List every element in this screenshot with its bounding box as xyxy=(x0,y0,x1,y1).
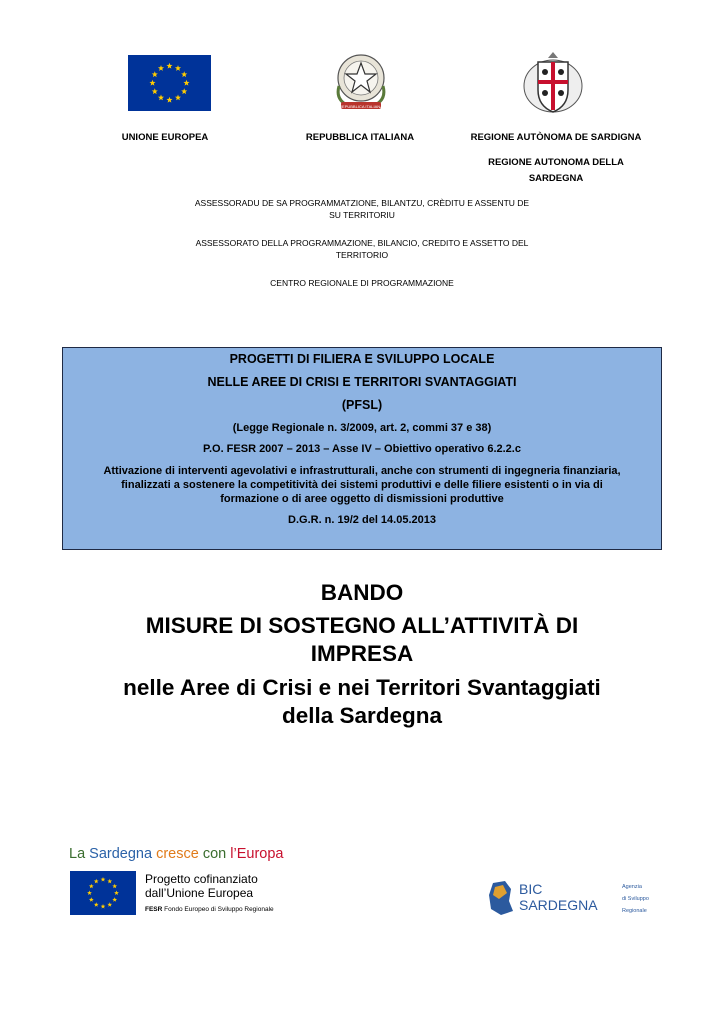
title-line1: BANDO xyxy=(320,580,404,605)
program-description-line2: finalizzati a sostenere la competitività dei sistemi produttivi e delle filiere esistenti o in via di xyxy=(121,479,603,491)
slogan-word-europa: l’Europa xyxy=(230,846,284,862)
sardinia-coat-of-arms-icon xyxy=(520,50,586,116)
agency-line2: di Sviluppo xyxy=(622,896,649,902)
title-line4: nelle Aree di Crisi e nei Territori Svantaggiati xyxy=(123,675,601,700)
sardinia-label-italian-line2: SARDEGNA xyxy=(528,173,584,184)
program-title-line1: PROGETTI DI FILIERA E SVILUPPO LOCALE xyxy=(229,352,495,366)
fesr-full-name: Fondo Europeo di Sviluppo Regionale xyxy=(164,906,274,913)
eu-label: UNIONE EUROPEA xyxy=(121,132,209,143)
sardinia-label-italian xyxy=(458,155,654,187)
agency-line1: Agenzia xyxy=(622,884,642,890)
slogan-word-cresce: cresce xyxy=(156,846,199,862)
italy-label: REPUBBLICA ITALIANA xyxy=(305,132,415,143)
title-line2: MISURE DI SOSTEGNO ALL’ATTIVITÀ DI xyxy=(145,613,579,638)
program-po-fesr: P.O. FESR 2007 – 2013 – Asse IV – Obiettivo operativo 6.2.2.c xyxy=(203,443,521,455)
bic-word: BIC xyxy=(519,881,543,897)
department-italian xyxy=(162,237,562,261)
agency-text xyxy=(622,881,649,917)
slogan-word-con: con xyxy=(202,846,227,862)
department-italian-line1: ASSESSORATO DELLA PROGRAMMAZIONE, BILANCIO, CREDITO E ASSETTO DEL xyxy=(195,238,529,248)
department-sardinian xyxy=(162,197,562,221)
program-description xyxy=(63,464,661,506)
eu-flag-icon xyxy=(128,55,211,111)
sardinia-label-sardinian: REGIONE AUTÒNOMA DE SARDIGNA xyxy=(470,132,642,143)
sardinia-label-italian-line1: REGIONE AUTONOMA DELLA xyxy=(488,157,624,168)
bic-sardegna-logo-icon xyxy=(487,881,515,915)
title-line3: IMPRESA xyxy=(310,641,414,666)
slogan-word-sardegna: Sardegna xyxy=(89,846,153,862)
program-description-line3: formazione o di aree oggetto di dismissioni produttive xyxy=(220,493,504,505)
fesr-text xyxy=(145,906,274,913)
department-sardinian-line1: ASSESSORADU DE SA PROGRAMMATZIONE, BILANTZU, CRÈDITU E ASSENTU DE xyxy=(194,198,530,208)
cofinanced-line2: dall’Unione Europea xyxy=(145,886,254,900)
document-title xyxy=(60,579,664,730)
footer-slogan xyxy=(69,846,283,862)
program-info-box xyxy=(62,347,662,550)
emblem-ribbon-text: REPUBBLICA ITALIANA xyxy=(339,104,383,109)
footer-eu-flag-icon xyxy=(70,871,136,915)
title-line5: della Sardegna xyxy=(281,703,443,728)
sardegna-word: SARDEGNA xyxy=(519,897,598,913)
fesr-abbreviation: FESR xyxy=(145,906,163,913)
cofinanced-text xyxy=(145,872,258,900)
bic-sardegna-wordmark xyxy=(519,881,598,913)
program-law-reference: (Legge Regionale n. 3/2009, art. 2, commi 37 e 38) xyxy=(232,422,492,434)
agency-line3: Regionale xyxy=(622,908,647,914)
department-sardinian-line2: SU TERRITORIU xyxy=(329,210,395,220)
program-title-line2: NELLE AREE DI CRISI E TERRITORI SVANTAGGIATI xyxy=(207,375,517,389)
program-acronym: (PFSL) xyxy=(341,398,383,412)
department-italian-line2: TERRITORIO xyxy=(335,250,389,260)
regional-programming-centre: CENTRO REGIONALE DI PROGRAMMAZIONE xyxy=(270,278,454,288)
cofinanced-line1: Progetto cofinanziato xyxy=(145,872,258,886)
program-description-line1: Attivazione di interventi agevolativi e infrastrutturali, anche con strumenti di ingegneria finanziaria, xyxy=(103,465,621,477)
slogan-word-la: La xyxy=(69,846,86,862)
program-dgr: D.G.R. n. 19/2 del 14.05.2013 xyxy=(288,514,436,526)
